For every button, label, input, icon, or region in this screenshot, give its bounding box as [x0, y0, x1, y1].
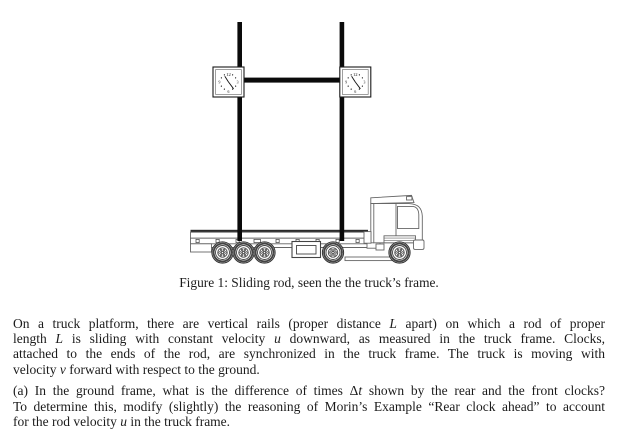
truck	[191, 195, 425, 263]
drawbar	[345, 257, 393, 261]
rail-left	[237, 22, 242, 241]
text-line: for the rod velocity u in the truck frame.	[13, 413, 231, 429]
problem-text	[13, 316, 605, 434]
windshield	[398, 206, 419, 228]
wheel	[322, 242, 343, 263]
clock-numeral-6: 6	[227, 90, 230, 94]
clock-numeral-3: 3	[236, 80, 239, 85]
rail-right	[340, 22, 348, 241]
sliding-rod	[236, 78, 342, 85]
paragraph-setup	[13, 316, 605, 377]
clock-numeral-12: 12	[226, 71, 231, 77]
text-line: To determine this, modify (slightly) the reasoning of Morin’s Example “Rear clock ahead” to account	[13, 398, 605, 414]
paragraph-question-a	[13, 383, 605, 429]
text-line: (a) In the ground frame, what is the difference of times Δt shown by the rear and the front clocks?	[13, 383, 605, 399]
wheel	[254, 242, 275, 263]
truck-cab	[364, 195, 424, 249]
figure-caption: Figure 1: Sliding rod, seen the the truck’s frame.	[179, 275, 439, 290]
text-line: length L is sliding with constant velocity u downward, as measured in the truck frame. Clocks,	[13, 331, 605, 347]
toolbox	[292, 242, 321, 258]
wheel	[212, 242, 233, 263]
left-skirt	[191, 244, 212, 252]
clock-numeral-9: 9	[345, 80, 348, 85]
text-line: velocity v forward with respect to the ground.	[13, 361, 260, 377]
clock-right	[340, 67, 371, 97]
text-line: attached to the ends of the rod, are synchronized in the truck frame. The truck is moving with	[13, 346, 605, 362]
cab-rear-piece	[364, 232, 371, 244]
text-line: On a truck platform, there are vertical rails (proper distance L apart) on which a rod of proper	[13, 316, 606, 331]
wheel	[233, 242, 254, 263]
clock-numeral-3: 3	[363, 80, 366, 85]
clock-left	[213, 67, 244, 97]
roof-badge	[407, 197, 412, 200]
wheel	[389, 242, 410, 263]
clock-numeral-6: 6	[354, 90, 357, 94]
clock-numeral-12: 12	[353, 71, 358, 77]
front-bumper	[414, 240, 425, 249]
clock-numeral-9: 9	[218, 80, 221, 85]
coupling-link	[376, 244, 384, 250]
